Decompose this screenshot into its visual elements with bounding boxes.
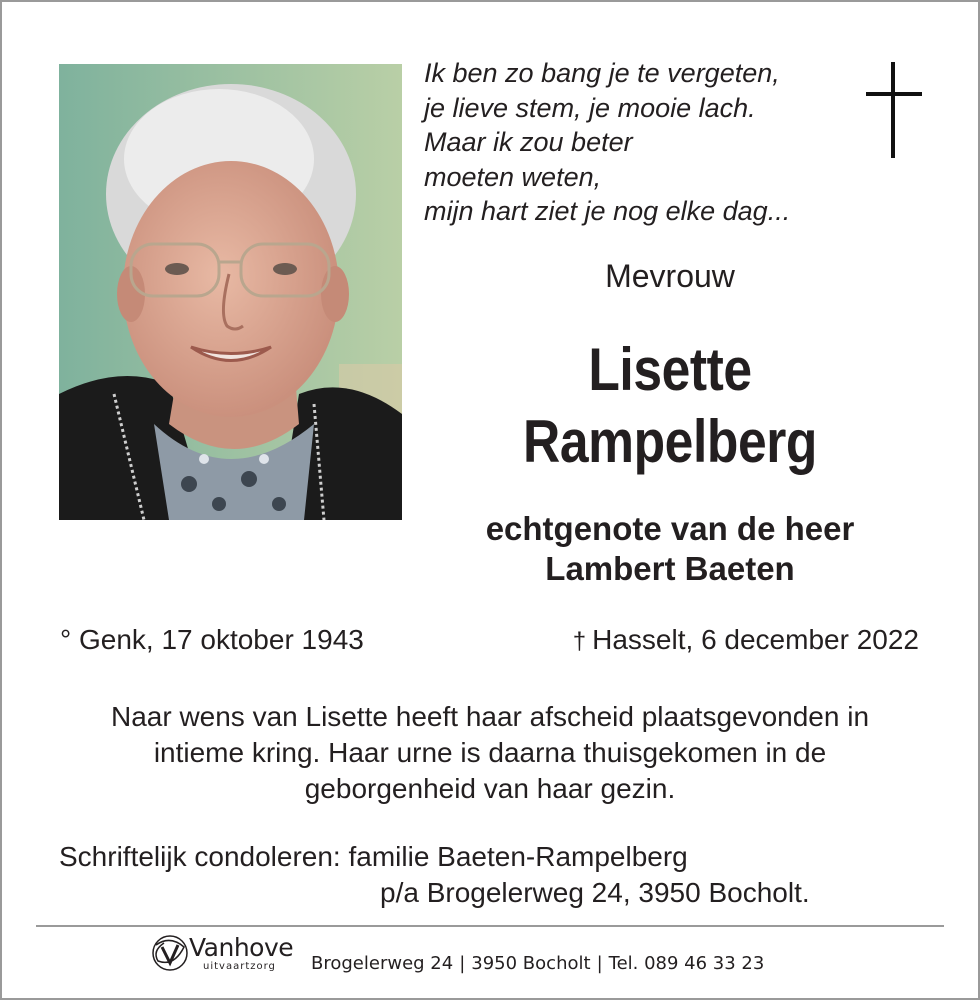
relation-text: echtgenote van de heer	[485, 510, 855, 547]
vanhove-logo-icon	[150, 933, 190, 973]
condolence-address	[59, 839, 810, 911]
poem-line: je lieve stem, je mooie lach.	[424, 92, 756, 123]
condolence-line-2: p/a Brogelerweg 24, 3950 Bocholt.	[380, 877, 810, 908]
honorific: Mevrouw	[605, 258, 735, 294]
poem	[424, 56, 844, 229]
message-line: Naar wens van Lisette heeft haar afscheid plaatsgevonden in	[110, 701, 870, 732]
farewell-message	[40, 699, 940, 807]
footer-separator: |	[596, 953, 603, 974]
last-name: Rampelberg	[523, 408, 817, 475]
footer-divider	[36, 925, 944, 927]
portrait-photo	[59, 64, 402, 520]
brand-name: Vanhove	[189, 933, 294, 962]
first-name: Lisette	[588, 336, 752, 403]
footer-contact	[311, 953, 764, 974]
poem-line: Ik ben zo bang je te vergeten,	[424, 58, 780, 88]
footer-separator: |	[459, 953, 466, 974]
brand-subtitle: uitvaartzorg	[203, 961, 276, 972]
condolence-line-1: Schriftelijk condoleren: familie Baeten-Rampelberg	[59, 841, 688, 872]
spouse-name: Lambert Baeten	[545, 550, 795, 587]
message-line: geborgenheid van haar gezin.	[304, 773, 676, 804]
footer-phone: Tel. 089 46 33 23	[608, 953, 765, 974]
birth-info: ° Genk, 17 oktober 1943	[60, 624, 364, 655]
footer-address: Brogelerweg 24	[311, 953, 454, 974]
dagger-icon: †	[572, 628, 587, 655]
footer-city: 3950 Bocholt	[471, 953, 591, 974]
poem-line: Maar ik zou beter	[424, 127, 633, 157]
deceased-name	[464, 334, 877, 478]
cross-icon	[866, 62, 922, 158]
poem-line: moeten weten,	[424, 161, 602, 192]
death-text: Hasselt, 6 december 2022	[592, 624, 919, 655]
poem-line: mijn hart ziet je nog elke dag...	[424, 196, 791, 226]
message-line: intieme kring. Haar urne is daarna thuisgekomen in de	[153, 737, 827, 768]
death-info	[573, 624, 919, 656]
spouse-info	[430, 509, 910, 589]
